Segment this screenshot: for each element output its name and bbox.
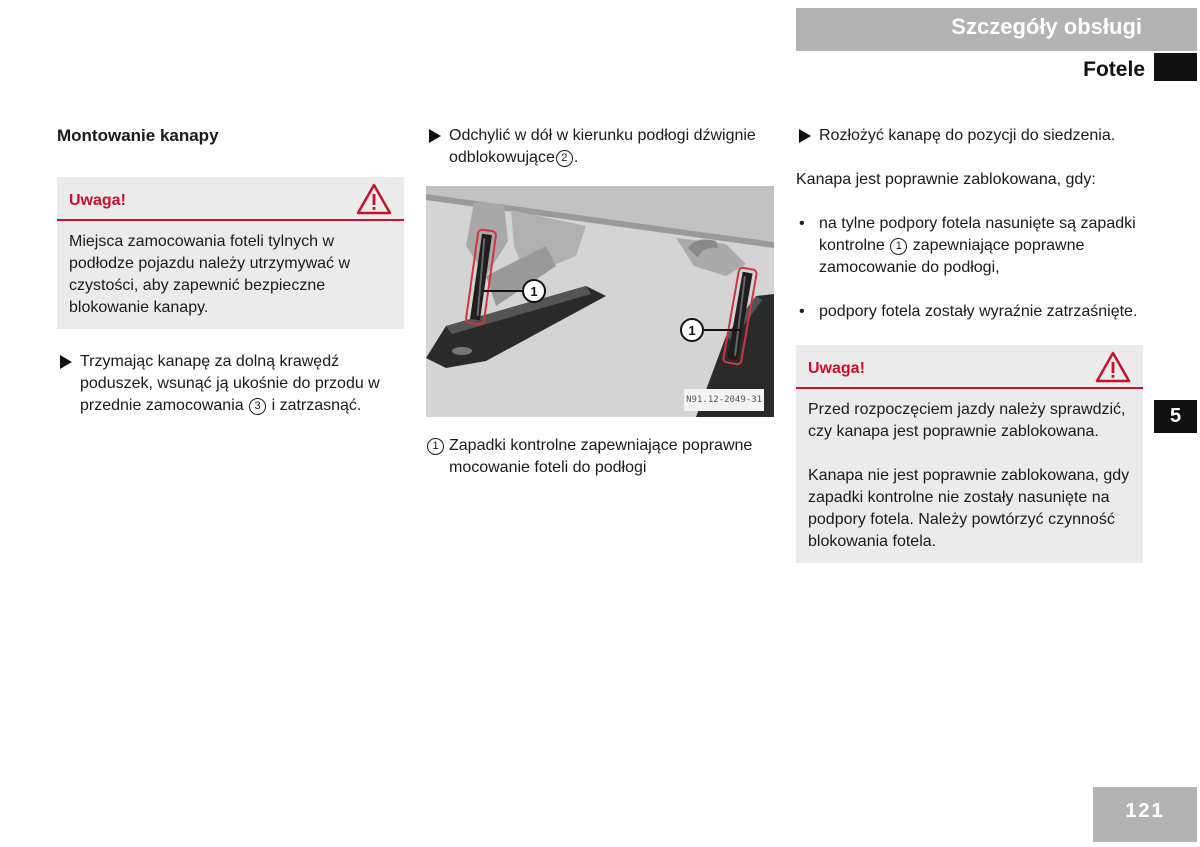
list-item [796,301,1143,323]
left-column [57,125,404,439]
step-text: Odchylić w dół w kierunku podłogi dźwignie odblokowujące [449,127,756,166]
reference-number: 1 [427,438,444,455]
warning-text: Miejsca zamocowania foteli tylnych w podłodze pojazdu należy utrzymywać w czystości, aby zapewnić bezpieczne blokowanie kanapy. [69,233,351,316]
section-heading: Montowanie kanapy [57,126,219,145]
intro-text: Kanapa jest poprawnie zablokowana, gdy: [796,171,1096,188]
chapter-title: Fotele [1083,58,1145,81]
chapter-marker [1154,53,1197,81]
seat-lock-figure [426,186,774,417]
step-arrow-icon [799,129,811,143]
reference-number: 2 [556,150,573,167]
step-arrow-icon [429,129,441,143]
bullet-icon: • [799,303,805,320]
step-text: Trzymając kanapę za dolną krawędź poduszek, wsunąć ją ukośnie do przodu w przednie zamocowania [80,353,380,414]
list-item-text-end: zapewniające poprawne zamocowanie do podłogi, [819,237,1085,276]
step-arrow-icon [60,355,72,369]
warning-header [57,177,404,221]
step-text-end: . [573,149,579,166]
instruction-step [57,351,404,417]
warning-triangle-icon [1095,351,1131,383]
middle-column [426,125,774,479]
warning-header [796,345,1143,389]
right-column [796,125,1143,585]
list-item-text: podpory fotela zostały wyraźnie zatrzaśnięte. [819,303,1138,320]
callout-label: 1 [530,284,538,299]
list-item [796,213,1143,279]
instruction-step [796,125,1143,147]
reference-number: 3 [249,398,266,415]
section-title: Szczegóły obsługi [796,8,1197,51]
seat-lock-illustration [426,186,774,417]
instruction-step [426,125,774,169]
figure-legend [426,435,774,479]
warning-box [57,177,404,329]
warning-box [796,345,1143,563]
warning-label: Uwaga! [69,192,126,209]
warning-body [796,389,1143,563]
warning-triangle-icon [356,183,392,215]
page-number: 121 [1093,787,1197,842]
warning-body [57,221,404,329]
warning-text: Przed rozpoczęciem jazdy należy sprawdzić, czy kanapa jest poprawnie zablokowana. [808,401,1126,440]
bullet-icon: • [799,215,805,232]
warning-label: Uwaga! [808,360,865,377]
list-item-text: na tylne podpory fotela nasunięte są zapadki kontrolne [819,215,1136,254]
callout-label: 1 [688,323,696,338]
step-text-end: i zatrzasnąć. [271,397,362,414]
reference-number: 1 [890,238,907,255]
warning-text: Kanapa nie jest poprawnie zablokowana, gdy zapadki kontrolne nie zostały nasunięte na podpory fotela. Należy powtórzyć czynność blokowania fotela. [808,467,1130,550]
legend-text: Zapadki kontrolne zapewniające poprawne mocowanie foteli do podłogi [449,437,753,476]
chapter-tab: 5 [1154,400,1197,433]
step-text: Rozłożyć kanapę do pozycji do siedzenia. [819,127,1116,144]
figure-code: N91.12-2049-31 [684,389,764,411]
